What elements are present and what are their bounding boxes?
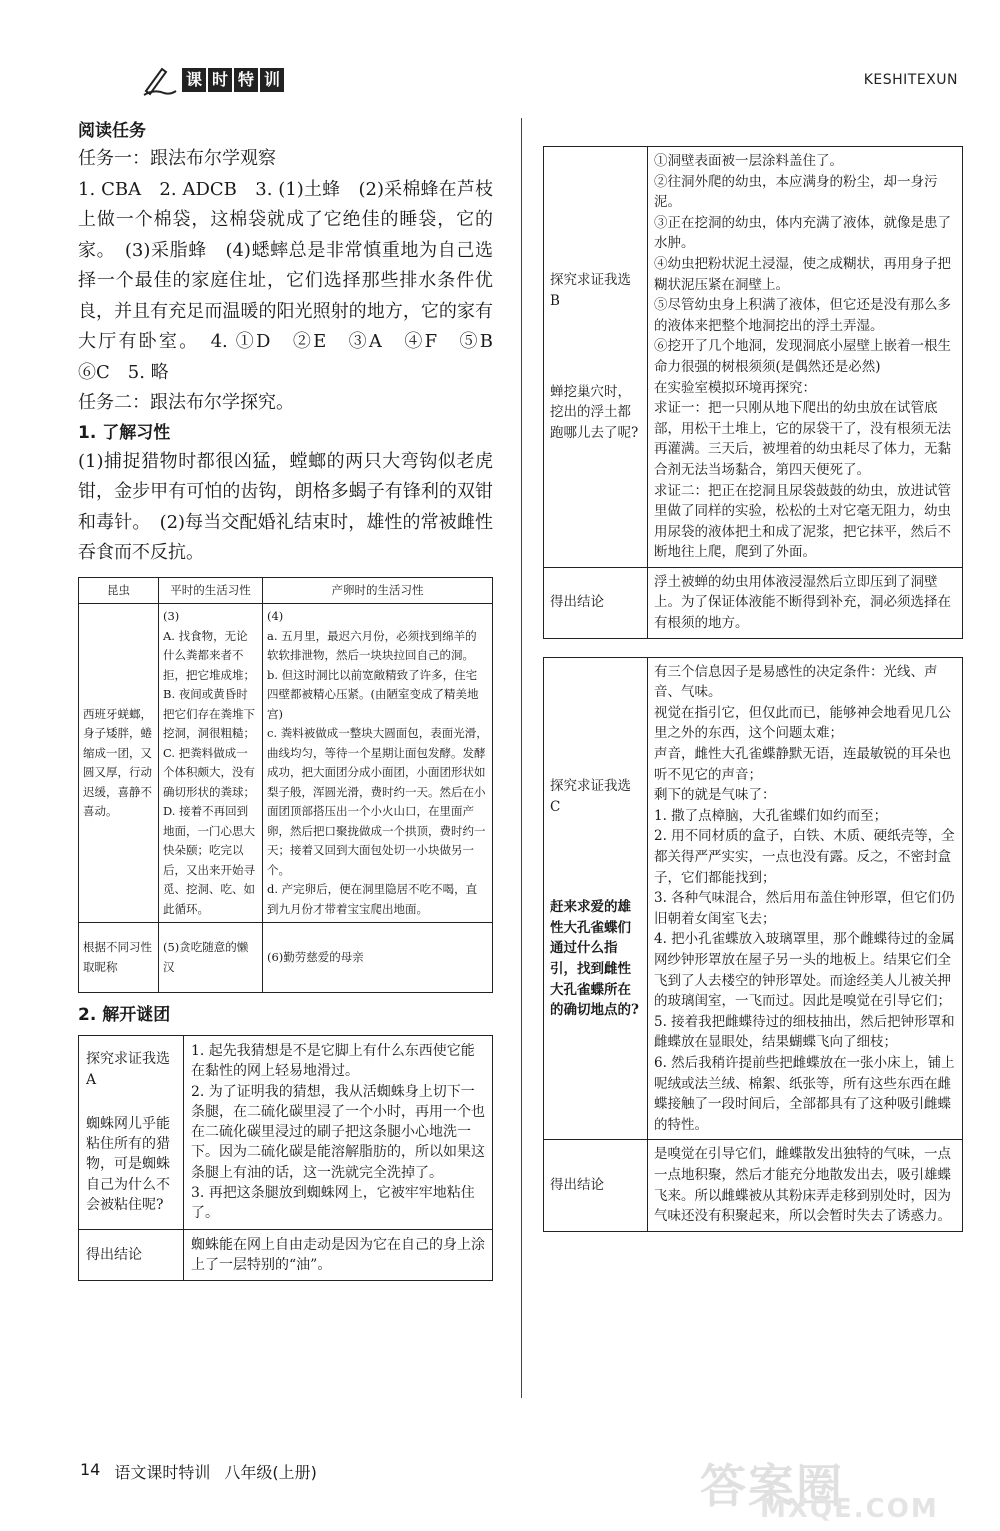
question-label: 蜘蛛网儿乎能粘住所有的猎物，可是蜘蛛自己为什么不会被粘住呢?	[86, 1115, 170, 1214]
task1-answer: 1. CBA 2. ADCB 3. (1)土蜂 (2)采棉蜂在芦枝上做一个棉袋，这棉袋就成了它绝佳的睡袋，它的家。 (3)采脂蜂 (4)蟋蟀总是非常慎重地为自己选择一个最佳的家庭住址，它们选择那些排水条件优良，并且有充足而温暖的阳光照射的地方，它的家有大厅有卧室。 4. ①D ②E ③A ④F ⑤B ⑥C 5. 略	[78, 178, 511, 383]
col-header-insect: 昆虫	[79, 577, 159, 604]
laying-cell: (4) a. 五月里，最迟六月份，必须找到绵羊的软软排泄物，然后一块块拉回自己的洞。 b. 但这时洞比以前宽敞精致了许多，住宅四壁都被精心压紧。(由陋室变成了精美地宫) c. 粪料被做成一整块大圆面包，表面光滑，曲线均匀，等待一个星期让面包发酵。发酵成功，把大面团分成小面团，小面团形状如梨子般，浑圆光滑，费时约一天。然后在小面团顶部搭压出一个小火山口，在里面产卵，然后把口聚拢做成一个拱顶，费时约一天；接着又回到大面包处切一小块做另一个。 d. 产完卵后，便在洞里隐居不吃不喝，直到九月份才带着宝宝爬出地面。	[263, 604, 493, 923]
pen-icon	[140, 63, 178, 97]
nickname-label-cell: 根据不同习性取昵称	[79, 923, 159, 993]
cicada-table	[543, 146, 963, 639]
sub1-text: (1)捕捉猎物时都很凶猛，螳螂的两只大弯钩似老虎钳，金步甲有可怕的齿钩，朗格多蝎子有锋利的双钳和毒针。 (2)每当交配婚礼结束时，雄性的常被雌性吞食而不反抗。	[78, 450, 493, 563]
conclusion-cell: 浮土被蝉的幼虫用体液浸湿然后立即压到了洞壁上。为了保证体液能不断得到补充，洞必须选择在有根须的地方。	[648, 567, 963, 638]
conclusion-label: 得出结论	[544, 1140, 648, 1231]
conclusion-label: 得出结论	[79, 1229, 184, 1281]
logo-char: 特	[234, 68, 258, 92]
table-header-row	[79, 577, 493, 604]
left-column	[78, 118, 511, 1281]
task2-title: 任务二：跟法布尔学探究。	[78, 392, 294, 413]
nickname-daily-cell: (5)贪吃随意的懒汉	[159, 923, 263, 993]
conclusion-cell: 是嗅觉在引导它们，雌蝶散发出独特的气味，一点一点地积聚，然后才能充分地散发出去，吸引雄蝶飞来。所以雌蝶被从其粉床弄走移到别处时，因为气味还没有积聚起来，所以会暂时失去了诱惑力。	[648, 1140, 963, 1231]
habits-table	[78, 577, 493, 994]
table-row	[544, 147, 963, 568]
sub1-title: 1. 了解习性	[78, 422, 171, 443]
table-row	[544, 1140, 963, 1231]
question-label: 蝉挖巢穴时，挖出的浮土都跑哪儿去了呢?	[550, 383, 639, 441]
choice-label: 探究求证我选 A	[86, 1051, 170, 1088]
daily-cell: (3) A. 找食物，无论什么粪都来者不拒，把它堆成堆； B. 夜间或黄昏时把它们存在粪堆下挖洞，洞很粗糙； C. 把粪料做成一个体积颇大，没有确切形状的粪球； D. 接着不再回到地面，一门心思大快朵颐；吃完以后，又出来开始寻觅、挖洞、吃、如此循环。	[159, 604, 263, 923]
logo-char: 时	[208, 68, 232, 92]
content-cell: 有三个信息因子是易感性的决定条件：光线、声音、气味。 视觉在指引它，但仅此而已，能够神会地看见几公里之外的东西，这个问题太难； 声音，雌性大孔雀蝶静默无语，连最敏锐的耳朵也听不见它的声音； 剩下的就是气味了： 1. 撒了点樟脑，大孔雀蝶们如约而至； 2. 用不同材质的盒子，白铁、木质、硬纸壳等，全都关得严严实实，一点也没有露。反之，不密封盒子，它们都能找到； 3. 各种气味混合，然后用布盖住钟形罩，但它们仍旧朝着女闺室飞去； 4. 把小孔雀蝶放入玻璃罩里，那个雌蝶待过的金属网纱钟形罩放在屋子另一头的地板上。结果它们全飞到了人去楼空的钟形罩处。而途经美人儿被关押的玻璃闺室，一飞而过。因此是嗅觉在引导它们； 5. 接着我把雌蝶待过的细枝抽出，然后把钟形罩和雌蝶放在显眼处，结果蝴蝶飞向了细枝； 6. 然后我稍许提前些把雌蝶放在一张小床上，铺上呢绒或法兰绒、棉絮、纸张等，所有这些东西在雌蝶接触了一段时间后，全部都具有了这种吸引雌蝶的特性。	[648, 657, 963, 1140]
page-footer	[80, 1460, 317, 1483]
label-cell	[544, 147, 648, 568]
section-title: 阅读任务	[78, 121, 146, 141]
spider-table	[78, 1035, 493, 1281]
column-divider	[521, 118, 522, 1398]
watermark-logo: 答案圈	[700, 1459, 844, 1513]
book-title: 语文课时特训	[114, 1463, 211, 1482]
grade-label: 八年级(上册)	[224, 1463, 317, 1482]
logo-text	[182, 68, 284, 92]
content-cell: ①洞壁表面被一层涂料盖住了。 ②往洞外爬的幼虫，本应满身的粉尘，却一身污泥。 ③正在挖洞的幼虫，体内充满了液体，就像是患了水肿。 ④幼虫把粉状泥土浸湿，使之成糊状，再用身子把糊状泥压紧在洞壁上。 ⑤尽管幼虫身上积满了液体，但它还是没有那么多的液体来把整个地洞挖出的浮土弄湿。 ⑥挖开了几个地洞，发现洞底小屋壁上嵌着一根生命力很强的树根须须(是偶然还是必然) 在实验室模拟环境再探究： 求证一：把一只刚从地下爬出的幼虫放在试管底部，用松干土堆上，它的尿袋干了，没有根须无法再灌满。三天后，被埋着的幼虫耗尽了体力，无黏合剂无法当场黏合，第四天便死了。 求证二：把正在挖洞且尿袋鼓鼓的幼虫，放进试管里做了同样的实验，松松的土对它毫无阻力，幼虫用尿袋的液体把土和成了泥浆，把它抹平，然后不断地往上爬，爬到了外面。	[648, 147, 963, 568]
watermark	[700, 1450, 960, 1524]
col-header-daily: 平时的生活习性	[159, 577, 263, 604]
conclusion-label: 得出结论	[544, 567, 648, 638]
sub2-title: 2. 解开谜团	[78, 1005, 171, 1025]
table-row	[79, 1229, 493, 1281]
table-row	[79, 1036, 493, 1230]
label-cell	[544, 657, 648, 1140]
choice-label: 探究求证我选 C	[550, 778, 631, 815]
question-label: 赶来求爱的雄性大孔雀蝶们通过什么指引，找到雌性大孔雀蝶所在的确切地点的?	[550, 899, 639, 1019]
table-row	[544, 567, 963, 638]
logo-char: 课	[182, 68, 206, 92]
moth-table	[543, 657, 963, 1232]
right-column	[543, 146, 963, 1232]
table-row	[544, 657, 963, 1140]
label-cell	[79, 1036, 184, 1230]
table-row	[79, 604, 493, 923]
table-row	[79, 923, 493, 993]
task1-title: 任务一：跟法布尔学观察	[78, 148, 276, 169]
choice-label: 探究求证我选 B	[550, 272, 631, 310]
page-number: 14	[80, 1460, 101, 1479]
header-logo	[140, 62, 290, 98]
nickname-laying-cell: (6)勤劳慈爱的母亲	[263, 923, 493, 993]
logo-char: 训	[260, 68, 284, 92]
content-cell: 1. 起先我猜想是不是它脚上有什么东西使它能在黏性的网上轻易地滑过。 2. 为了证明我的猜想，我从活蜘蛛身上切下一条腿，在二硫化碳里浸了一个小时，再用一个也在二硫化碳里浸过的刷子把这条腿小心地洗一下。因为二硫化碳是能溶解脂肪的，所以如果这条腿上有油的话，这一洗就完全洗掉了。 3. 再把这条腿放到蜘蛛网上，它被牢牢地粘住了。	[184, 1036, 493, 1230]
conclusion-cell: 蜘蛛能在网上自由走动是因为它在自己的身上涂上了一层特别的“油”。	[184, 1229, 493, 1281]
header-pinyin: KESHITEXUN	[863, 72, 958, 88]
watermark-url: MXQE.COM	[760, 1494, 939, 1524]
insect-cell: 西班牙蜣螂，身子矮胖，蜷缩成一团，又圆又厚，行动迟缓，喜静不喜动。	[79, 604, 159, 923]
col-header-laying: 产卵时的生活习性	[263, 577, 493, 604]
